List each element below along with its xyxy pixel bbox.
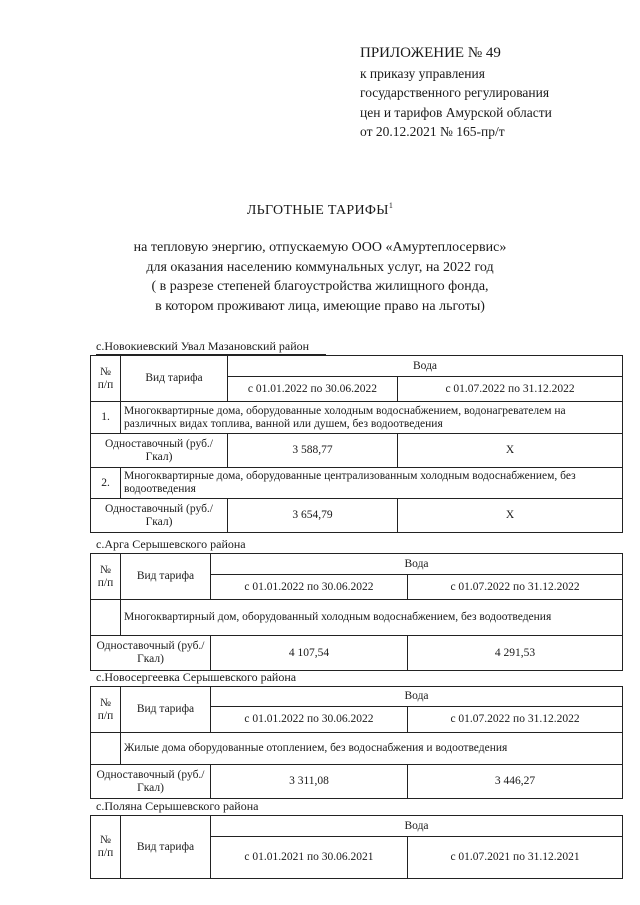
- appendix-number: ПРИЛОЖЕНИЕ № 49: [360, 45, 501, 61]
- section-3-table: [90, 686, 623, 799]
- document-title: [0, 203, 640, 219]
- header-water: Вода: [211, 554, 623, 575]
- row-description: Многоквартирные дома, оборудованные централизованным холодным водоснабжением, без водоотведения: [121, 468, 623, 499]
- section-1-table: [90, 355, 623, 533]
- appendix-line-4: от 20.12.2021 № 165-пр/т: [360, 124, 505, 139]
- rate-value-1: 4 107,54: [211, 636, 408, 671]
- rate-value-2: 3 446,27: [408, 765, 623, 799]
- appendix-block: [360, 44, 630, 142]
- title-footnote: 1: [388, 201, 394, 210]
- header-tariff-type: Вид тарифа: [121, 554, 211, 600]
- row-num: [91, 600, 121, 636]
- section-4-table: [90, 815, 623, 879]
- header-period-2: с 01.07.2022 по 31.12.2022: [408, 575, 623, 600]
- row-description: Многоквартирные дома, оборудованные холодным водоснабжением, водонагревателем на различных видах топлива, ванной или душем, без водоотведения: [121, 402, 623, 434]
- rate-value-1: 3 311,08: [211, 765, 408, 799]
- rate-type-label: Одноставочный (руб./Гкал): [91, 499, 228, 533]
- title-text: ЛЬГОТНЫЕ ТАРИФЫ: [246, 203, 389, 218]
- rate-value-1: 3 588,77: [228, 434, 398, 468]
- rate-type-label: Одноставочный (руб./Гкал): [91, 434, 228, 468]
- rate-value-2: Х: [398, 499, 623, 533]
- section-1-region: с.Новокиевский Увал Мазановский район: [96, 339, 310, 353]
- subtitle-line-4: в котором проживают лица, имеющие право на льготы): [155, 298, 485, 314]
- subtitle-line-3: ( в разрезе степеней благоустройства жилищного фонда,: [151, 279, 489, 294]
- header-period-2: с 01.07.2022 по 31.12.2022: [398, 377, 623, 402]
- header-period-1: с 01.01.2022 по 30.06.2022: [211, 575, 408, 600]
- header-water: Вода: [211, 687, 623, 707]
- row-num: [91, 733, 121, 765]
- subtitle-line-1: на тепловую энергию, отпускаемую ООО «Амуртеплосервис»: [133, 240, 507, 255]
- appendix-line-3: цен и тарифов Амурской области: [360, 104, 552, 120]
- header-tariff-type: Вид тарифа: [121, 816, 211, 879]
- rate-value-1: 3 654,79: [228, 499, 398, 533]
- section-3-region: с.Новосергеевка Серышевского района: [96, 670, 297, 684]
- header-water: Вода: [228, 356, 623, 377]
- header-period-2: с 01.07.2022 по 31.12.2022: [408, 707, 623, 733]
- header-num: № п/п: [91, 687, 121, 733]
- header-period-1: с 01.01.2021 по 30.06.2021: [211, 837, 408, 879]
- header-period-1: с 01.01.2022 по 30.06.2022: [211, 707, 408, 733]
- header-num: № п/п: [91, 554, 121, 600]
- rate-value-2: 4 291,53: [408, 636, 623, 671]
- subtitle-line-2: для оказания населению коммунальных услуг, на 2022 год: [146, 259, 494, 275]
- header-num: № п/п: [91, 356, 121, 402]
- appendix-line-1: к приказу управления: [360, 65, 485, 81]
- rate-type-label: Одноставочный (руб./Гкал): [91, 765, 211, 799]
- header-period-2: с 01.07.2021 по 31.12.2021: [408, 837, 623, 879]
- appendix-line-2: государственного регулирования: [360, 85, 550, 100]
- header-num: № п/п: [91, 816, 121, 879]
- section-2-table: [90, 553, 623, 671]
- row-description: Многоквартирный дом, оборудованный холодным водоснабжением, без водоотведения: [121, 600, 623, 636]
- row-num: 2.: [91, 468, 121, 499]
- header-water: Вода: [211, 816, 623, 837]
- header-tariff-type: Вид тарифа: [121, 687, 211, 733]
- rate-type-label: Одноставочный (руб./Гкал): [91, 636, 211, 671]
- header-tariff-type: Вид тарифа: [121, 356, 228, 402]
- document-subtitle: [0, 238, 640, 316]
- header-period-1: с 01.01.2022 по 30.06.2022: [228, 377, 398, 402]
- row-description: Жилые дома оборудованные отоплением, без водоснабжения и водоотведения: [121, 733, 623, 765]
- section-4-region: с.Поляна Серышевского района: [96, 799, 259, 813]
- row-num: 1.: [91, 402, 121, 434]
- section-2-region: с.Арга Серышевского района: [96, 537, 246, 551]
- rate-value-2: Х: [398, 434, 623, 468]
